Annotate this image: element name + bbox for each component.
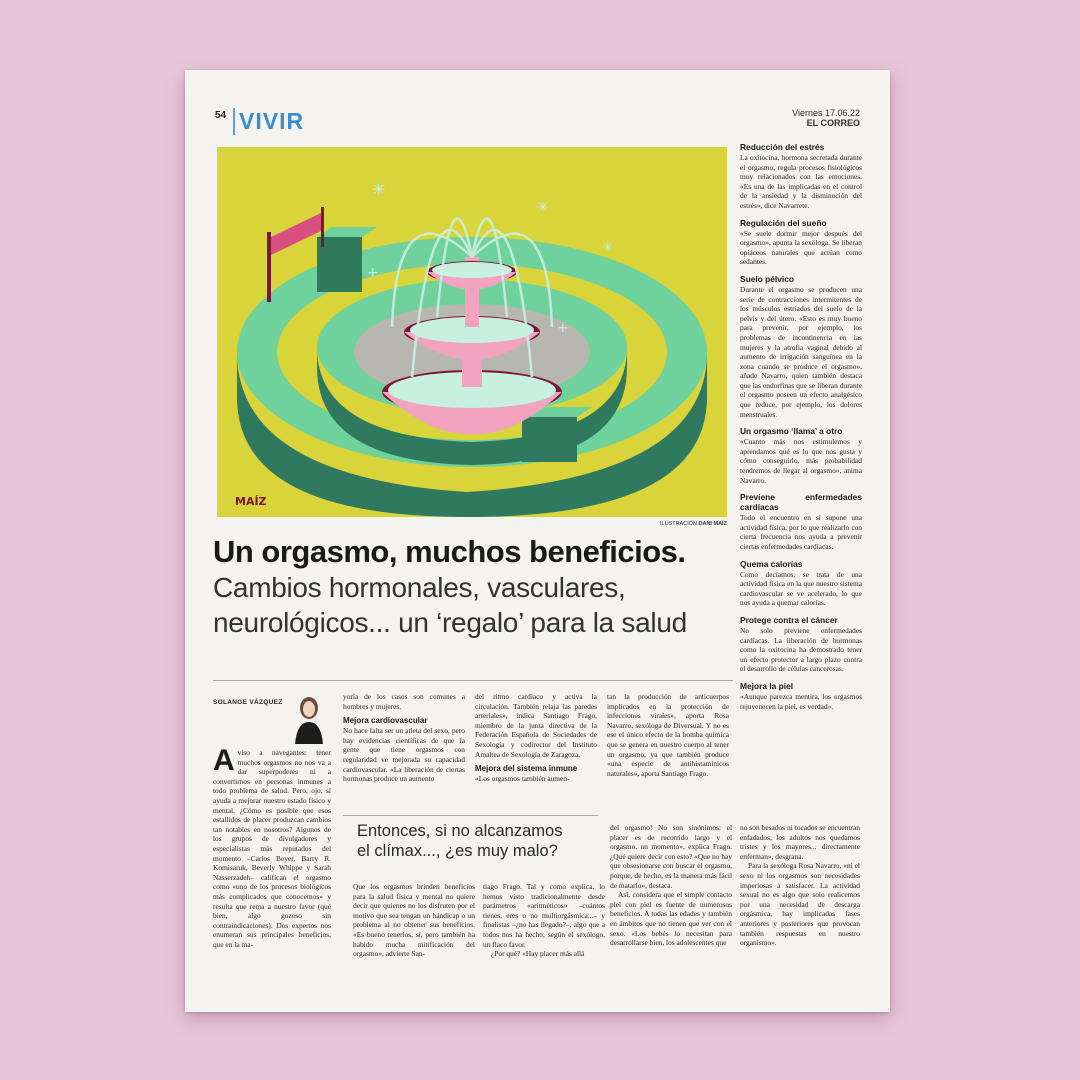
lower-col-4 [740,823,860,948]
sidebar-item [740,274,862,419]
article-col-3 [475,692,597,784]
paragraph: del ritmo cardiaco y activa la circulación. También relaja las paredes arteriales», indica Santiago Frago, miembro de la junta directiva de la Federación Española de Sociedades de Sexología y codirector del Instituto Amaltea de Sexología de Zaragoza. [475,692,597,759]
sidebar-item [740,681,862,711]
sidebar-text: No solo previene enfermedades cardíacas. La liberación de hormonas como la oxitocina ha demostrado tener un efecto protector a largo plazo contra el desarrollo de células cancerosas. [740,625,862,674]
sidebar-item [740,492,862,551]
sidebar-title: Mejora la piel [740,680,794,691]
pullquote [357,821,562,861]
paragraph: Para la sexóloga Rosa Navarro, «ni el sexo ni los orgasmos son necesidades imperiosas a satisfacer. La actividad sexual no es algo que solo realicemos por una necesidad de descarga orgásmica, hay implicadas fases anteriores y posteriores que provocan también respuestas en nuestro organismo». [740,861,860,948]
lower-col-1 [353,882,475,959]
pullquote-line: Entonces, si no alcanzamos [357,822,563,840]
section-title: VIVIR [233,108,304,135]
drop-cap: A [213,744,235,777]
headline: Un orgasmo, muchos beneficios. [213,534,686,569]
sidebar-title: Regulación del sueño [740,217,827,228]
svg-text:✳: ✳ [602,240,614,256]
paragraph: Así, considera que el simple contacto piel con piel es fuente de numerosos beneficios. A todas las edades y también en ámbitos que no tienen que ver con el sexo. «Los bebés lo necesitan para desarrollarse bien, los adolescentes que [610,890,732,948]
author-photo [293,692,325,744]
sidebar-text: «Aunque parezca mentira, los orgasmos rejuvenecen la piel, es verdad». [740,691,862,711]
paragraph: Que los orgasmos brinden beneficios para la salud física y mental no quiere decir que quienes no los disfruten por el motivo que sea tengan un hándicap o un problema al no obtener sus beneficios. «Es bueno tenerlos, sí, pero también ha habido mucha mitificación del orgasmo», advierte San- [353,882,475,959]
svg-text:+: + [557,320,569,336]
illustrator-signature: MAÍZ [235,495,267,508]
sidebar-text: Durante el orgasmo se producen una serie de contracciones intermitentes de los músculos estriados del suelo de la pelvis y del útero. «Esto es muy bueno para prevenir, por ejemplo, los problemas de incontinencia en las mujeres y la atrofia vaginal debido al aumento de irrigación sanguínea en la zona cuando se produce el orgasmo», añade Navarro, quien también destaca que las endorfinas que se liberan durante el orgasmo poseen un efecto analgésico que reduce, por ejemplo, los dolores menstruales. [740,284,862,419]
sidebar-title: Protege contra el cáncer [740,614,838,625]
sidebar-title: Reducción del estrés [740,142,825,152]
dateline [792,108,860,128]
article-col-4 [607,692,729,778]
paragraph: yoría de los casos son comunes a hombres y mujeres. [343,692,465,711]
sidebar-text: Como decíamos, se trata de una actividad física en la que nuestro sistema cardiovascular se ve acelerado, lo que nos ayuda a quemar calorías. [740,569,862,608]
lower-col-2 [483,882,605,959]
article-col-2 [343,692,465,784]
paragraph: tan la producción de anticuerpos implicados en la protección de infecciones virales», aporta Rosa Navarro, sexóloga de Diversual. Y no es ese el único efecto de la bomba química que se genera en nuestro cuerpo al tener un orgasmo, ya que también produce «una especie de antihistamínicos naturales», aporta Santiago Frago. [607,692,729,778]
subheading: Mejora del sistema inmune [475,764,578,774]
sidebar-item [740,142,862,211]
sidebar-text: La oxitocina, hormona secretada durante el orgasmo, regula procesos fisiológicos muy relacionados con las emociones. «Es una de las implicadas en el control de la ansiedad y la disminución del estrés», dice Navarrete. [740,153,862,210]
pullquote-line: el clímax..., ¿es muy malo? [357,842,558,860]
intro-text: viso a navegantes: tener muchos orgasmos no nos va a dar superpoderes ni a convertirnos en personas inmunes a todo problema de salud. Pero, ojo, sí ayuda a mejorar nuestro estado físico y mental. ¿Cómo es posible que esos estallidos de placer produzcan cambios tan notables en nosotros? Algunos de los grupos de divulgadores y especialistas más reputados del momento –Carlos Beyer, Barry R. Komisaruk, Beverly Whippe y Sarah Nasserzadeh– califican el orgasmo como «uno de los procesos biológicos más complicados que conocemos» y resulta que rema a nuestro favor (qué bien, algo gozoso sin contraindicaciones). Dos expertos nos enumeran sus principales beneficios, que en la ma- [213,748,331,949]
author-byline: SOLANGE VÁZQUEZ [213,699,283,706]
paragraph: no son besados ni tocados se encuentran enfadados, los adultos nos quedamos tristes y los mayores... directamente enferman», desgrana. [740,823,860,861]
credit-name: DANI MAÍZ [698,521,727,527]
sidebar-item [740,559,862,608]
lower-col-3 [610,823,732,948]
svg-text:✳: ✳ [372,180,386,199]
fountain-garden-drawing [217,147,727,517]
divider [213,680,733,681]
sidebar-title: Quema calorías [740,558,803,569]
sidebar-item [740,615,862,674]
subheadline: Cambios hormonales, vasculares, neurológicos... un ‘regalo’ para la salud [213,572,687,638]
paragraph: ¿Por qué? «Hay placer más allá [491,949,585,959]
sidebar-text: «Cuanto más nos estimulemos y aprendamos qué es lo que nos gusta y cómo conseguirlo, más probabilidad tendremos de llegar al orgasmo», anima Navarro. [740,437,862,485]
paragraph: del orgasmo! No son sinónimos: el placer es de recorrido largo y el orgasmo, un momento», explica Frago. ¿Qué quiere decir con esto? «Que no hay que obsesionarse con buscar el orgasmo, porque, de hecho, es la manera más fácil de matarlo», destaca. [610,823,732,890]
sidebar-title: Previene enfermedades cardíacas [740,492,862,513]
sidebar-item [740,426,862,485]
illustration-credit [660,521,727,527]
issue-date: Viernes 17.06.22 [792,108,860,118]
sidebar-text: Todo el encuentro en sí supone una actividad física, por lo que realizarlo con cierta frecuencia nos ayuda a prevenir ciertas enfermedades cardíacas. [740,513,862,551]
svg-text:✳: ✳ [537,200,549,216]
article-col-1 [213,744,331,949]
divider [343,815,598,816]
sidebar-text: «Se suele dormir mejor después del orgasmo», apunta la sexóloga. Se liberan opiáceos naturales que actúan como sedantes. [740,228,862,267]
paragraph: tiago Frago. Tal y como explica, lo hemos visto tradicionalmente desde parámetros «aritméticos» –cuántos tienes, eres o no multiorgásmica...– y finalistas –¿no has llegado?–, algo que a todos nos ha hecho, según el sexólogo, un flaco favor. [483,882,605,949]
benefits-sidebar [740,142,862,711]
page-number: 54 [215,110,227,121]
credit-label: ILUSTRACIÓN [660,521,697,527]
newspaper-name: EL CORREO [806,118,860,128]
paragraph: No hace falta ser un atleta del sexo, pero hay evidencias científicas de que la gente que tiene orgasmos con regularidad ve mejorada su capacidad cardiovascular. «La liberación de ciertas hormonas produce un aumento [343,726,465,784]
fountain-illustration [217,147,727,517]
sidebar-title: Suelo pélvico [740,273,794,284]
subheading: Mejora cardiovascular [343,716,428,726]
sidebar-item [740,218,862,267]
newspaper-page [185,70,890,1012]
paragraph: «Los orgasmos también aumen- [475,774,570,784]
sidebar-title: Un orgasmo ‘llama’ a otro [740,426,843,437]
svg-text:+: + [367,265,379,281]
